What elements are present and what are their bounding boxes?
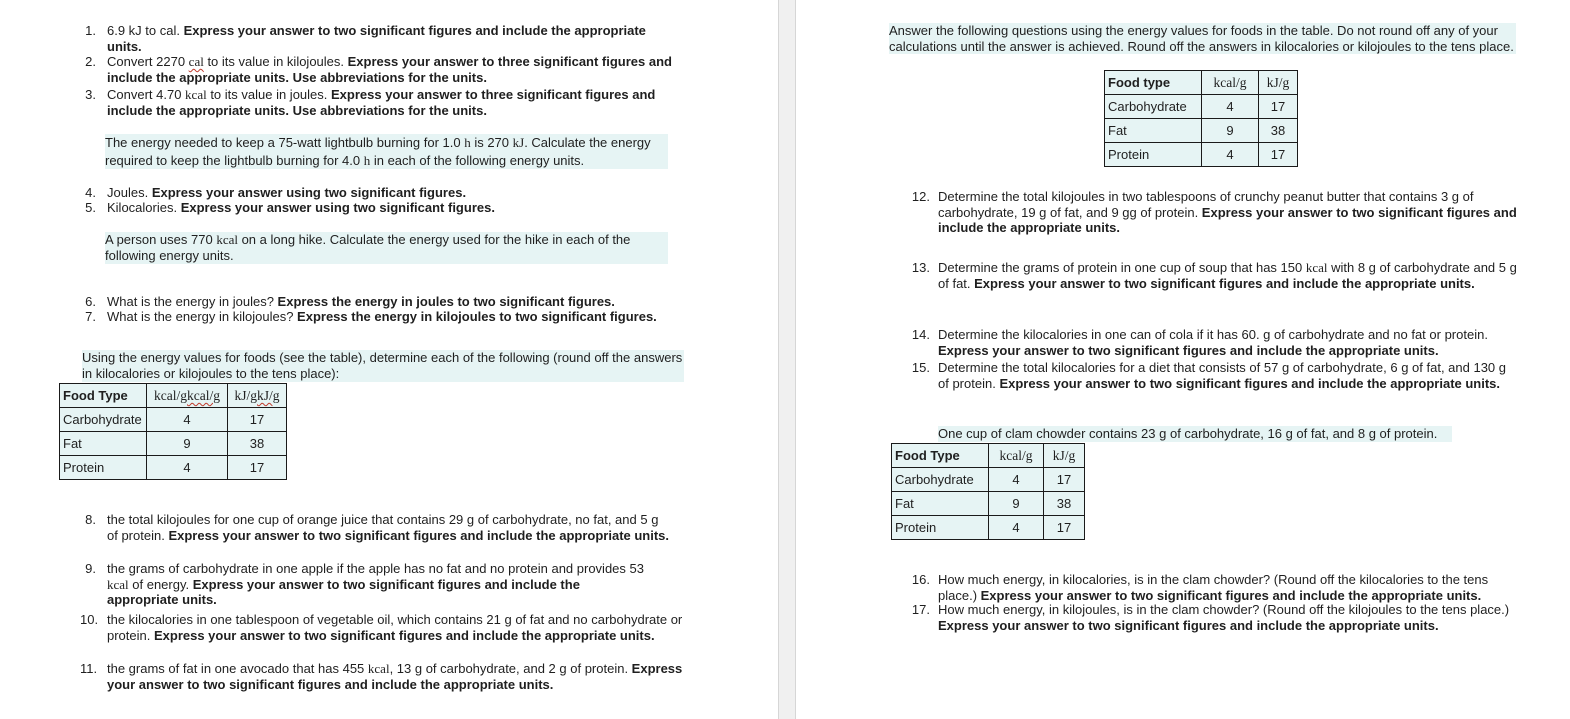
left-page: 1. 6.9 kJ to cal. Express your answer to two significant figures and include the appropriate units. 2. Convert 2270 cal to its value in kilojoules. Express your answer to three significant figures and include the appropriate units. Use abbreviations for the units. 3. Convert 4.70 kcal to its value in joules. Express your answer to three significant figures and include the appropriate units. Use abbreviations for the units. The energy needed to keep a 75-watt lightbulb burning for 1.0 h is 270 kJ. Calculate the energy required to keep the lightbulb burning for 4.0 h in each of the following energy units. 4. Joules. Express your answer using two significant figures. 5. Kilocalories. Express your answer using two significant figures. A person uses 770 kcal on a long hike. Calculate the energy used for the hike in each of the following energy units. 6. What is the energy in joules? Express the energy in joules to two significant figures. 7. What is the energy in kilojoules? Express the energy in kilojoules to two significant figures. Using the energy values for foods (see the table), determine each of the following (round off the answers in kilocalories or kilojoules to the tens place): Food Type kcal/gkcal/g kJ/gkJ/g Carbohydrate 4 17 Fat 9 38 Protein 4 17 8. the total kilojoules for one cup of orange juice that contains 29 g of carbohydrate, no fat, and 5 g of protein. Express your answer to two significant figures and include the appropriate units. 9. the grams of carbohydrate in one apple if the apple has no fat and no protein and provides 53 kcal of energy. Express your answer to two significant figures and include the appropriate units. 10. the kilocalories in one tablespoon of vegetable oil, which contains 21 g of fat and no carbohydrate or protein. Express your answer to two significant figures and include the appropriate units. 11. the grams of fat in one avocado that has 455 kcal, 13 g of carbohydrate, and 2 g of protein. Express your answer to two significant figures and include the appropriate units.	[0, 0, 778, 719]
energy-values-intro: Answer the following questions using the energy values for foods in the table. Do not round off any of your calculations until the answer is achieved. Round off the answers in kilocalories or kilojoules to the tens place.	[889, 23, 1516, 54]
food-energy-table-left	[59, 383, 287, 480]
table-row: Food type kcal/g kJ/g	[1105, 71, 1298, 95]
food-energy-table-right-1	[1104, 70, 1298, 167]
table-row: Food Type kcal/g kJ/g	[892, 444, 1085, 468]
food-energy-table-right-2	[891, 443, 1085, 540]
right-page: Answer the following questions using the energy values for foods in the table. Do not round off any of your calculations until the answer is achieved. Round off the answers in kilocalories or kilojoules to the tens place. Food type kcal/g kJ/g Carbohydrate 4 17 Fat 9 38 Protein 4 17 12. Determine the total kilojoules in two tablespoons of crunchy peanut butter that contains 3 g of carbohydrate, 19 g of fat, and 9 gg of protein. Express your answer to two significant figures and include the appropriate units. 13. Determine the grams of protein in one cup of soup that has 150 kcal with 8 g of carbohydrate and 5 g of fat. Express your answer to two significant figures and include the appropriate units. 14. Determine the kilocalories in one can of cola if it has 60. g of carbohydrate and no fat or protein. Express your answer to two significant figures and include the appropriate units. 15. Determine the total kilocalories for a diet that consists of 57 g of carbohydrate, 6 g of fat, and 130 g of protein. Express your answer to two significant figures and include the appropriate units. One cup of clam chowder contains 23 g of carbohydrate, 16 g of fat, and 8 g of protein. Food Type kcal/g kJ/g Carbohydrate 4 17 Fat 9 38 Protein 4 17 16. How much energy, in kilocalories, is in the clam chowder? (Round off the kilocalories to the tens place.) Express your answer to two significant figures and include the appropriate units. 17. How much energy, in kilojoules, is in the clam chowder? (Round off the kilojoules to the tens place.) Express your answer to two significant figures and include the appropriate units.	[796, 0, 1570, 719]
table-row: Food Type kcal/gkcal/g kJ/gkJ/g	[60, 384, 287, 408]
table-row: Protein 4 17	[1105, 143, 1298, 167]
table-row: Protein 4 17	[892, 516, 1085, 540]
foods-intro: Using the energy values for foods (see the table), determine each of the following (round off the answers in kilocalories or kilojoules to the tens place):	[82, 350, 683, 381]
table-row: Fat 9 38	[892, 492, 1085, 516]
table-row: Carbohydrate 4 17	[1105, 95, 1298, 119]
table-row: Fat 9 38	[60, 432, 287, 456]
hike-intro: A person uses 770 kcal on a long hike. Calculate the energy used for the hike in each of the following energy units.	[105, 232, 668, 264]
table-row: Fat 9 38	[1105, 119, 1298, 143]
unit-cal: cal	[188, 54, 204, 69]
table-row: Carbohydrate 4 17	[60, 408, 287, 432]
page-gutter-scrollbar[interactable]	[778, 0, 796, 719]
table-row: Carbohydrate 4 17	[892, 468, 1085, 492]
clam-chowder-intro: One cup of clam chowder contains 23 g of carbohydrate, 16 g of fat, and 8 g of protein.	[938, 426, 1452, 442]
lightbulb-intro: The energy needed to keep a 75-watt lightbulb burning for 1.0 h is 270 kJ. Calculate the energy required to keep the lightbulb burning for 4.0 h in each of the following energy units.	[105, 134, 668, 169]
table-row: Protein 4 17	[60, 456, 287, 480]
